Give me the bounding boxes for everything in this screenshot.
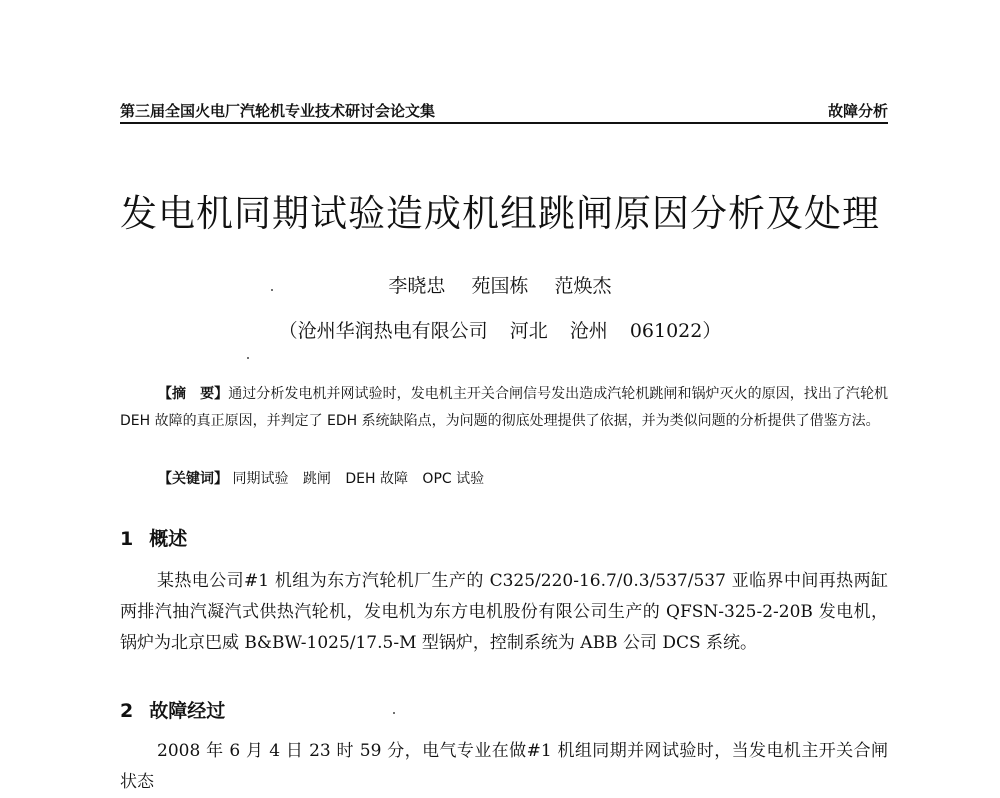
abstract [120, 381, 888, 435]
proceedings-title: 第三届全国火电厂汽轮机专业技术研讨会论文集 [120, 102, 436, 120]
section-number: 1 [120, 528, 134, 550]
author-name: 范焕杰 [554, 275, 612, 297]
keywords [158, 468, 494, 488]
section-title: 概述 [149, 528, 188, 550]
author-name: 李晓忠 [388, 275, 446, 297]
scan-speck [271, 289, 273, 291]
abstract-text: 通过分析发电机并网试验时，发电机主开关合闸信号发出造成汽轮机跳闸和锅炉灭火的原因，找出了汽轮机 DEH 故障的真正原因，并判定了 EDH 系统缺陷点，为问题的彻底处理提供了依据，并为类似问题的分析提供了借鉴方法。 [120, 386, 889, 429]
abstract-label: 【摘 要】 [158, 386, 229, 402]
section-number: 2 [120, 700, 134, 722]
scan-speck [393, 712, 395, 714]
running-header [120, 98, 888, 124]
affiliation-postcode: 061022） [629, 320, 722, 342]
affiliation-org: （沧州华润热电有限公司 [278, 320, 488, 342]
author-list [0, 271, 1000, 298]
section-category: 故障分析 [827, 102, 888, 120]
section-title: 故障经过 [149, 700, 226, 722]
affiliation-province: 河北 [509, 320, 548, 342]
keyword: 同期试验 [232, 471, 289, 487]
affiliation [0, 316, 1000, 343]
body-paragraph: 某热电公司#1 机组为东方汽轮机厂生产的 C325/220-16.7/0.3/537/537 亚临界中间再热两缸两排汽抽汽凝汽式供热汽轮机，发电机为东方电机股份有限公司生产的 QFSN-325-2-20B 发电机，锅炉为北京巴威 B&BW-1025/17.5-M 型锅炉，控制系统为 ABB 公司 DCS 系统。 [120, 571, 888, 653]
keyword: OPC 试验 [422, 471, 485, 487]
body-paragraph: 2008 年 6 月 4 日 23 时 59 分，电气专业在做#1 机组同期并网试验时，当发电机主开关合闸状态 [120, 741, 888, 792]
author-name: 苑国栋 [471, 275, 529, 297]
keywords-label: 【关键词】 [158, 471, 228, 487]
section-heading [120, 696, 225, 723]
affiliation-city: 沧州 [569, 320, 608, 342]
keyword: DEH 故障 [345, 471, 408, 487]
keyword: 跳闸 [302, 471, 331, 487]
section-heading [120, 524, 187, 551]
scan-speck [247, 357, 249, 359]
paper-title: 发电机同期试验造成机组跳闸原因分析及处理 [120, 192, 880, 235]
